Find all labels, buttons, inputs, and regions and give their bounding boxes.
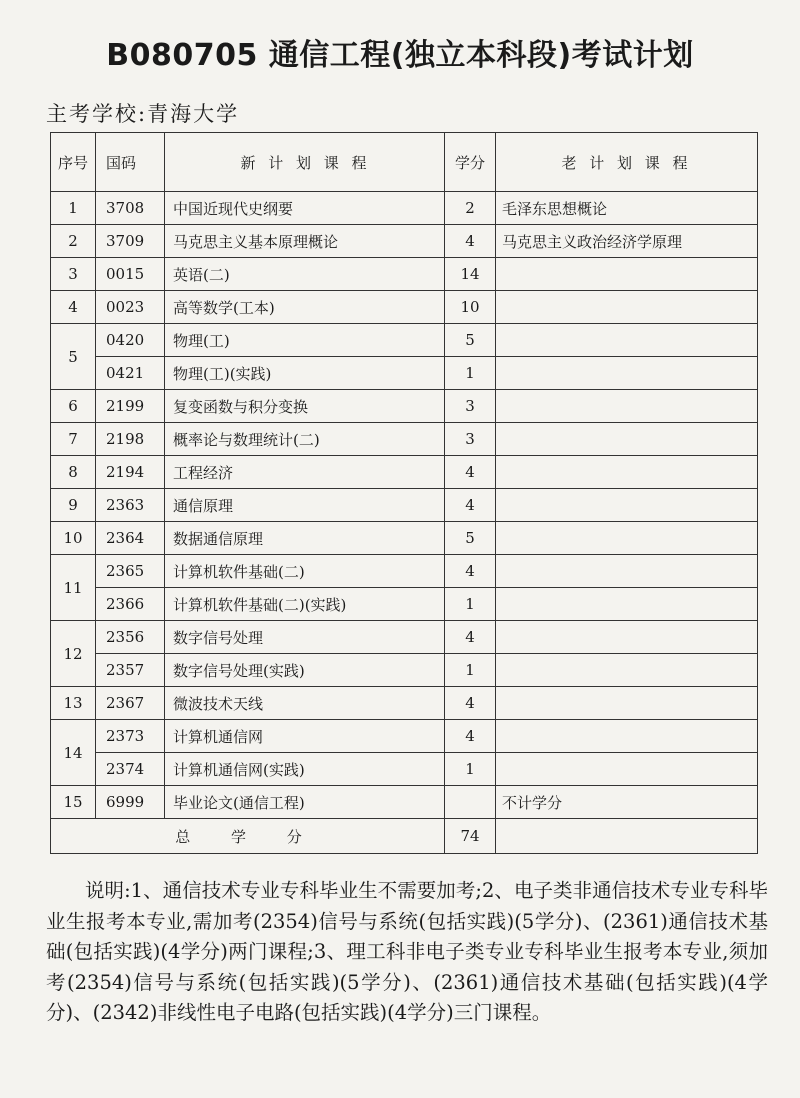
cell-old-course bbox=[496, 588, 758, 621]
table-row bbox=[51, 357, 758, 390]
cell-seq: 7 bbox=[51, 423, 96, 456]
table-row bbox=[51, 522, 758, 555]
cell-credit: 4 bbox=[445, 489, 496, 522]
cell-seq: 2 bbox=[51, 225, 96, 258]
cell-credit: 1 bbox=[445, 654, 496, 687]
cell-old-course: 不计学分 bbox=[496, 786, 758, 819]
cell-code: 2356 bbox=[96, 621, 165, 654]
cell-new-course: 数字信号处理(实践) bbox=[165, 654, 445, 687]
table-row bbox=[51, 225, 758, 258]
cell-credit: 4 bbox=[445, 456, 496, 489]
cell-new-course: 通信原理 bbox=[165, 489, 445, 522]
cell-credit: 4 bbox=[445, 687, 496, 720]
cell-old-course bbox=[496, 555, 758, 588]
cell-credit: 4 bbox=[445, 555, 496, 588]
cell-credit: 3 bbox=[445, 423, 496, 456]
total-old-empty bbox=[496, 819, 758, 854]
table-row bbox=[51, 753, 758, 786]
table-row bbox=[51, 291, 758, 324]
header-old-course: 老 计 划 课 程 bbox=[496, 133, 758, 192]
cell-code: 0421 bbox=[96, 357, 165, 390]
cell-code: 2366 bbox=[96, 588, 165, 621]
cell-credit: 5 bbox=[445, 522, 496, 555]
cell-new-course: 计算机通信网 bbox=[165, 720, 445, 753]
exam-plan-table bbox=[50, 132, 758, 854]
cell-new-course: 物理(工)(实践) bbox=[165, 357, 445, 390]
cell-seq: 12 bbox=[51, 621, 96, 687]
cell-old-course bbox=[496, 753, 758, 786]
cell-credit: 1 bbox=[445, 357, 496, 390]
page-title: B080705 通信工程(独立本科段)考试计划 bbox=[106, 38, 694, 73]
cell-new-course: 计算机软件基础(二) bbox=[165, 555, 445, 588]
cell-new-course: 计算机通信网(实践) bbox=[165, 753, 445, 786]
cell-credit: 5 bbox=[445, 324, 496, 357]
table-row bbox=[51, 555, 758, 588]
table-row bbox=[51, 489, 758, 522]
cell-credit: 10 bbox=[445, 291, 496, 324]
total-row bbox=[51, 819, 758, 854]
table-row bbox=[51, 687, 758, 720]
cell-credit: 4 bbox=[445, 621, 496, 654]
cell-seq: 5 bbox=[51, 324, 96, 390]
cell-code: 3709 bbox=[96, 225, 165, 258]
cell-old-course bbox=[496, 324, 758, 357]
cell-old-course bbox=[496, 357, 758, 390]
table-row bbox=[51, 423, 758, 456]
cell-old-course bbox=[496, 621, 758, 654]
total-credit: 74 bbox=[445, 819, 496, 854]
header-code: 国码 bbox=[96, 133, 165, 192]
cell-credit: 3 bbox=[445, 390, 496, 423]
cell-code: 0420 bbox=[96, 324, 165, 357]
table-row bbox=[51, 456, 758, 489]
cell-code: 2357 bbox=[96, 654, 165, 687]
cell-seq: 14 bbox=[51, 720, 96, 786]
cell-old-course: 毛泽东思想概论 bbox=[496, 192, 758, 225]
cell-old-course bbox=[496, 522, 758, 555]
cell-new-course: 工程经济 bbox=[165, 456, 445, 489]
cell-seq: 6 bbox=[51, 390, 96, 423]
cell-code: 2199 bbox=[96, 390, 165, 423]
cell-code: 2373 bbox=[96, 720, 165, 753]
cell-credit: 4 bbox=[445, 720, 496, 753]
table-row bbox=[51, 720, 758, 753]
cell-code: 2198 bbox=[96, 423, 165, 456]
cell-new-course: 计算机软件基础(二)(实践) bbox=[165, 588, 445, 621]
cell-credit: 2 bbox=[445, 192, 496, 225]
cell-code: 2374 bbox=[96, 753, 165, 786]
explanation-note: 说明:1、通信技术专业专科毕业生不需要加考;2、电子类非通信技术专业专科毕业生报考本专业,需加考(2354)信号与系统(包括实践)(5学分)、(2361)通信技术基础(包括实践)(4学分)两门课程;3、理工科非电子类专业专科毕业生报考本专业,须加考(2354)信号与系统(包括实践)(5学分)、(2361)通信技术基础(包括实践)(4学分)、(2342)非线性电子电路(包括实践)(4学分)三门课程。 bbox=[46, 879, 768, 1024]
cell-new-course: 复变函数与积分变换 bbox=[165, 390, 445, 423]
cell-seq: 13 bbox=[51, 687, 96, 720]
cell-code: 2367 bbox=[96, 687, 165, 720]
table-header-row bbox=[51, 133, 758, 192]
cell-code: 2365 bbox=[96, 555, 165, 588]
table-row bbox=[51, 786, 758, 819]
table-body bbox=[51, 192, 758, 819]
cell-new-course: 数字信号处理 bbox=[165, 621, 445, 654]
cell-old-course: 马克思主义政治经济学原理 bbox=[496, 225, 758, 258]
cell-new-course: 微波技术天线 bbox=[165, 687, 445, 720]
cell-old-course bbox=[496, 291, 758, 324]
cell-code: 0023 bbox=[96, 291, 165, 324]
cell-old-course bbox=[496, 456, 758, 489]
table-row bbox=[51, 621, 758, 654]
cell-new-course: 概率论与数理统计(二) bbox=[165, 423, 445, 456]
table-row bbox=[51, 192, 758, 225]
table-row bbox=[51, 258, 758, 291]
table-row bbox=[51, 654, 758, 687]
cell-new-course: 马克思主义基本原理概论 bbox=[165, 225, 445, 258]
cell-new-course: 英语(二) bbox=[165, 258, 445, 291]
cell-code: 6999 bbox=[96, 786, 165, 819]
cell-seq: 11 bbox=[51, 555, 96, 621]
cell-seq: 3 bbox=[51, 258, 96, 291]
cell-code: 0015 bbox=[96, 258, 165, 291]
table-row bbox=[51, 324, 758, 357]
cell-old-course bbox=[496, 687, 758, 720]
table-row bbox=[51, 588, 758, 621]
cell-code: 2194 bbox=[96, 456, 165, 489]
cell-old-course bbox=[496, 720, 758, 753]
cell-code: 2364 bbox=[96, 522, 165, 555]
header-seq: 序号 bbox=[51, 133, 96, 192]
cell-new-course: 数据通信原理 bbox=[165, 522, 445, 555]
cell-old-course bbox=[496, 390, 758, 423]
cell-credit: 1 bbox=[445, 588, 496, 621]
table-row bbox=[51, 390, 758, 423]
exam-school: 主考学校:青海大学 bbox=[46, 102, 240, 126]
header-new-course: 新 计 划 课 程 bbox=[165, 133, 445, 192]
cell-old-course bbox=[496, 423, 758, 456]
cell-new-course: 中国近现代史纲要 bbox=[165, 192, 445, 225]
cell-new-course: 毕业论文(通信工程) bbox=[165, 786, 445, 819]
cell-seq: 15 bbox=[51, 786, 96, 819]
cell-credit bbox=[445, 786, 496, 819]
header-credit: 学分 bbox=[445, 133, 496, 192]
cell-new-course: 高等数学(工本) bbox=[165, 291, 445, 324]
cell-seq: 4 bbox=[51, 291, 96, 324]
cell-code: 3708 bbox=[96, 192, 165, 225]
cell-credit: 1 bbox=[445, 753, 496, 786]
cell-old-course bbox=[496, 654, 758, 687]
cell-old-course bbox=[496, 258, 758, 291]
cell-seq: 1 bbox=[51, 192, 96, 225]
cell-code: 2363 bbox=[96, 489, 165, 522]
cell-seq: 8 bbox=[51, 456, 96, 489]
cell-seq: 9 bbox=[51, 489, 96, 522]
cell-credit: 4 bbox=[445, 225, 496, 258]
cell-credit: 14 bbox=[445, 258, 496, 291]
cell-old-course bbox=[496, 489, 758, 522]
cell-seq: 10 bbox=[51, 522, 96, 555]
total-label: 总 学 分 bbox=[51, 819, 445, 854]
cell-new-course: 物理(工) bbox=[165, 324, 445, 357]
